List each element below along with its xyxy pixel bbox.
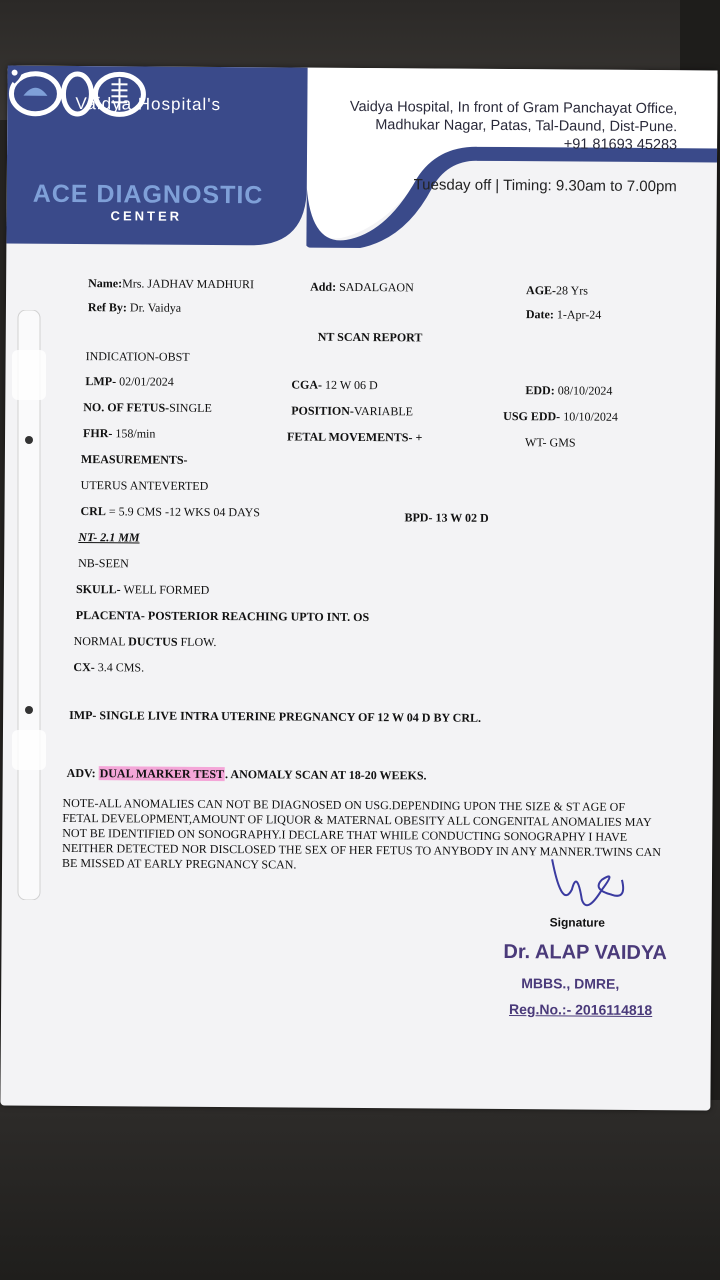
fetal-movements: FETAL MOVEMENTS- +	[287, 429, 423, 445]
ace-logo-icon	[7, 66, 147, 123]
fhr: FHR- 158/min	[83, 426, 156, 441]
handwritten-signature-icon	[542, 849, 632, 920]
doctor-stamp-name: Dr. ALAP VAIDYA	[503, 941, 667, 965]
advice-highlight: DUAL MARKER TEST	[99, 766, 225, 782]
disclaimer-note: NOTE-ALL ANOMALIES CAN NOT BE DIAGNOSED ON USG.DEPENDING UPON THE SIZE & ST AGE OF FETAL DEVELOPMENT,AMOUNT OF LIQUOR & MATERNAL OBESITY ALL CONGENITAL ANOMALIES MAY NOT BE IDENTIFIED ON SONOGRAPHY.I DECLARE THAT WHILE CONDUCTING SONOGRAPHY I HAVE NEITHER DETECTED NOR DISCLOSED THE SEX OF HER FETUS TO ANYBODY IN ANY MANNER.TWINS CAN BE MISSED AT EARLY PREGNANCY SCAN.	[62, 795, 661, 872]
letterhead	[6, 66, 717, 251]
address-line-1: Vaidya Hospital, In front of Gram Panchayat Office,	[349, 98, 678, 118]
cga: CGA- 12 W 06 D	[291, 377, 378, 393]
position: POSITION-VARIABLE	[291, 403, 414, 419]
lmp: LMP- 02/01/2024	[85, 374, 174, 389]
indication: INDICATION-OBST	[85, 349, 190, 364]
background-bottom	[0, 1100, 720, 1280]
ductus-flow: NORMAL DUCTUS FLOW.	[73, 634, 217, 650]
nt-measurement: NT- 2.1 MM	[78, 530, 140, 545]
address-line-2: Madhukar Nagar, Patas, Tal-Daund, Dist-Pune.	[375, 117, 678, 136]
cervix: CX- 3.4 CMS.	[73, 660, 145, 675]
brand-subtitle: CENTER	[110, 208, 183, 224]
impression: IMP- SINGLE LIVE INTRA UTERINE PREGNANCY OF 12 W 04 D BY CRL.	[69, 707, 482, 725]
no-of-fetus: NO. OF FETUS-SINGLE	[83, 400, 212, 415]
brand-name: ACE DIAGNOSTIC	[32, 179, 264, 210]
file-clip-icon	[4, 310, 54, 900]
measurements-heading: MEASUREMENTS-	[80, 452, 188, 467]
doctor-stamp-reg: Reg.No.:- 2016114818	[509, 1001, 653, 1019]
report-title: NT SCAN REPORT	[317, 329, 423, 345]
advice: ADV: DUAL MARKER TEST. ANOMALY SCAN AT 18-20 WEEKS.	[66, 765, 427, 783]
crl: CRL = 5.9 CMS -12 WKS 04 DAYS	[80, 504, 261, 520]
placenta: PLACENTA- POSTERIOR REACHING UPTO INT. OS	[75, 608, 370, 625]
nasal-bone: NB-SEEN	[78, 556, 129, 571]
uterus: UTERUS ANTEVERTED	[80, 478, 209, 493]
patient-address: Add: SADALGAON	[310, 279, 414, 295]
clinic-timing: Tuesday off | Timing: 9.30am to 7.00pm	[413, 176, 677, 196]
doctor-stamp-degree: MBBS., DMRE,	[521, 975, 620, 992]
usg-edd: USG EDD- 10/10/2024	[503, 409, 618, 424]
signature-label: Signature	[549, 915, 606, 930]
hospital-address	[350, 98, 678, 154]
brand-top: Vaidya Hospital's	[75, 94, 222, 115]
edd: EDD: 08/10/2024	[525, 383, 613, 398]
bpd: BPD- 13 W 02 D	[404, 510, 489, 525]
patient-age: AGE-28 Yrs	[526, 283, 589, 298]
location-pin-icon	[8, 66, 22, 84]
report-page	[0, 66, 717, 1111]
skull: SKULL- WELL FORMED	[75, 582, 210, 597]
referred-by: Ref By: Dr. Vaidya	[87, 300, 182, 315]
phone-number: +91 81693 45283	[563, 136, 678, 154]
weight: WT- GMS	[524, 435, 576, 450]
patient-name: Name:Mrs. JADHAV MADHURI	[88, 276, 255, 292]
report-date: Date: 1-Apr-24	[525, 307, 602, 322]
